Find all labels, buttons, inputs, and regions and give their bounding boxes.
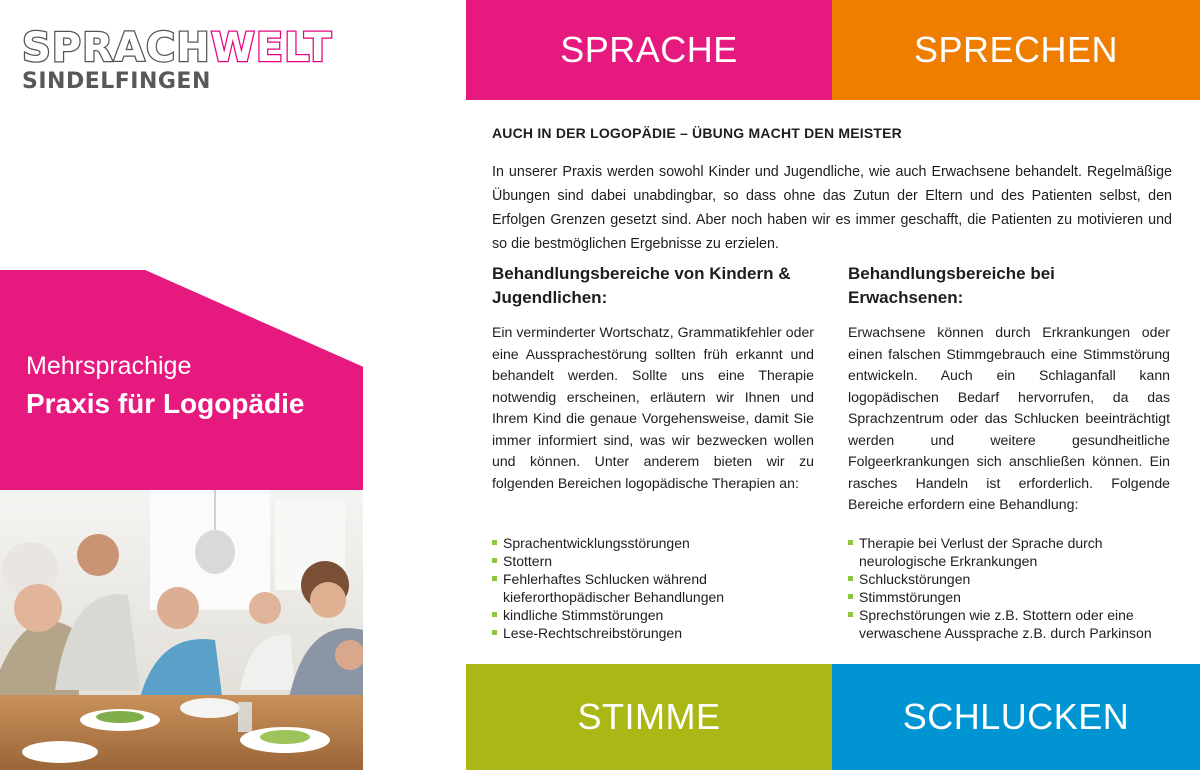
logo-part-sprach: SPRACH [22, 25, 211, 71]
logo-subtitle: SINDELFINGEN [22, 69, 211, 94]
tile-sprache: SPRACHE [466, 0, 832, 100]
adults-text: Erwachsene können durch Erkrankungen oder einen falschen Stimmgebrauch eine Stimmstörung entwickeln. Auch ein Schlaganfall kann logopädischen Bedarf hervorrufen, da das Sprachzentrum oder das Schlucken beeinträchtigt werden und weitere gesundheitliche Folgeerkrankungen sich anschließen können. Ein rasches Handeln ist erforderlich. Folgende Bereiche erfordern eine Behandlung: [848, 324, 1170, 512]
children-list [492, 534, 814, 642]
list-item: Stimmstörungen [848, 588, 1170, 606]
tile-sprechen: SPRECHEN [832, 0, 1200, 100]
children-title: Behandlungsbereiche von Kindern & Jugendlichen: [492, 264, 791, 307]
adults-list [848, 534, 1170, 642]
list-item: Fehlerhaftes Schlucken während kieferorthopädischer Behandlungen [492, 570, 814, 606]
list-item: Sprachentwicklungsstörungen [492, 534, 814, 552]
list-item: Stottern [492, 552, 814, 570]
list-item: kindliche Stimmstörungen [492, 606, 814, 624]
section-heading: AUCH IN DER LOGOPÄDIE – ÜBUNG MACHT DEN MEISTER [492, 125, 902, 141]
children-text: Ein verminderter Wortschatz, Grammatikfehler oder eine Aussprachestörung sollten früh erkannt und behandelt werden. Sollte uns eine Therapie notwendig erscheinen, erläutern wir Ihnen und Ihrem Kind die genaue Vorgehensweise, damit Sie immer informiert sind, was wir bezwecken wollen und können. Unter anderem bieten wir zu folgenden Bereichen logopädische Therapien an: [492, 324, 814, 491]
family-photo [0, 490, 363, 770]
list-item: Sprechstörungen wie z.B. Stottern oder eine verwaschene Aussprache z.B. durch Parkinson [848, 606, 1170, 642]
intro-paragraph: In unserer Praxis werden sowohl Kinder und Jugendliche, wie auch Erwachsene behandelt. Regelmäßige Übungen sind dabei unabdingbar, so dass ohne das Zutun der Eltern und des Patienten selbst, den Erfolgen Grenzen gesetzt sind. Aber noch haben wir es immer geschafft, die Patienten zu motivieren und so die bestmöglichen Ergebnisse zu erzielen. [492, 164, 1172, 252]
tile-schlucken: SCHLUCKEN [832, 664, 1200, 770]
adults-column [848, 262, 1170, 642]
logo-wordmark [22, 25, 333, 71]
banner-subtitle: Mehrsprachige [26, 352, 192, 380]
adults-title: Behandlungsbereiche bei Erwachsenen: [848, 264, 1055, 307]
list-item: Schluckstörungen [848, 570, 1170, 588]
logo-part-welt: WELT [210, 25, 333, 71]
tile-stimme: STIMME [466, 664, 832, 770]
logo [22, 25, 333, 95]
children-column [492, 262, 814, 642]
banner-title: Praxis für Logopädie [26, 388, 305, 419]
list-item: Lese-Rechtschreibstörungen [492, 624, 814, 642]
list-item: Therapie bei Verlust der Sprache durch neurologische Erkrankungen [848, 534, 1170, 570]
